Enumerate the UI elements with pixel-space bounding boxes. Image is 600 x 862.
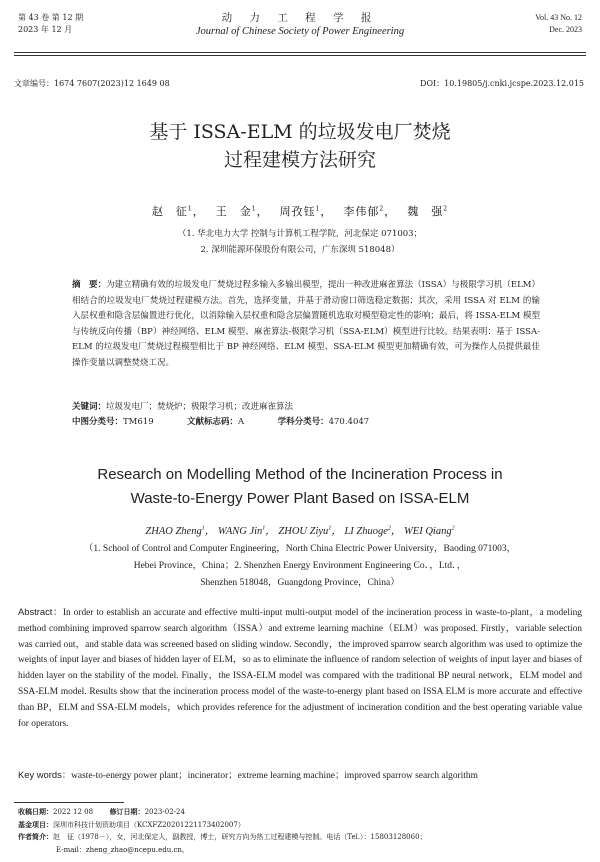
doc-code-label: 文献标志码： xyxy=(187,417,239,427)
keywords-cn-text: 垃圾发电厂；焚烧炉；极限学习机；改进麻雀算法 xyxy=(106,402,294,412)
title-cn xyxy=(0,118,600,174)
title-en-line2: Waste-to-Energy Power Plant Based on ISSA-ELM xyxy=(130,490,470,507)
fund-line xyxy=(18,819,427,832)
author-cn: 魏 强$^2$ xyxy=(407,205,449,218)
revised-label: 修订日期： xyxy=(109,808,145,816)
issue-date-en: Dec. 2023 xyxy=(549,25,582,34)
journal-issue-en xyxy=(535,12,582,36)
fund-value: 深圳市科技计划资助项目（KCXFZ20201221173402007） xyxy=(53,820,245,829)
issue-date: 2023 年 12 月 xyxy=(18,25,73,34)
author-en: LI Zhuoge$^2$ xyxy=(344,525,391,537)
received-date: 2022 12 08 xyxy=(53,808,94,816)
volume-number-en: Vol. 43 No. 12 xyxy=(535,13,582,22)
affiliations-en xyxy=(30,541,570,592)
keywords-cn xyxy=(72,400,540,415)
journal-issue-cn xyxy=(18,12,83,36)
affiliation-en-line: Hebei Province，China；2. Shenzhen Energy Environment Engineering Co．，Ltd．， xyxy=(133,561,467,571)
author-bio-label: 作者简介： xyxy=(18,833,53,841)
doc-code-value: A xyxy=(238,417,245,427)
header-rule-thin xyxy=(14,55,586,56)
header-rule xyxy=(14,52,586,53)
email[interactable]: E-mail：zheng_zhao@ncepu.edu.cn。 xyxy=(56,845,189,854)
journal-name xyxy=(150,10,450,37)
author-cn: 赵 征$^1$ xyxy=(151,205,193,218)
received-revised-line xyxy=(18,806,427,819)
abstract-en-label: Abstract： xyxy=(18,606,63,617)
classification-line xyxy=(72,415,540,430)
title-cn-line2: 过程建模方法研究 xyxy=(223,149,376,171)
keywords-en-label: Key words： xyxy=(18,769,72,780)
title-en-line1: Research on Modelling Method of the Incineration Process in xyxy=(97,466,503,483)
doi[interactable]: DOI：10.19805/j.cnki.jcspe.2023.12.015 xyxy=(420,79,584,88)
title-cn-line1: 基于 ISSA-ELM 的垃圾发电厂焚烧 xyxy=(149,121,451,143)
author-en: ZHAO Zheng$^1$ xyxy=(145,525,205,537)
author-bio-line xyxy=(18,831,427,844)
keywords-en-text: waste-to-energy power plant；incinerator；extreme learning machine；improved sparrow search algorithm xyxy=(71,771,478,781)
affiliations-cn xyxy=(0,226,600,258)
fund-label: 基金项目： xyxy=(18,820,53,829)
clc-value: TM619 xyxy=(123,417,154,427)
footnotes xyxy=(18,806,427,856)
volume-issue: 第 43 卷 第 12 期 xyxy=(18,13,84,22)
received-label: 收稿日期： xyxy=(18,808,53,816)
author-en: WEI Qiang$^2$ xyxy=(404,525,455,537)
authors-en: ZHAO Zheng$^1$， WANG Jin$^1$， ZHOU Ziyu$^1$， LI Zhuoge$^2$， WEI Qiang$^2$ xyxy=(145,525,455,537)
abstract-en xyxy=(18,604,582,732)
abstract-en-text: In order to establish an accurate and effective multi-input multi-output model of the incineration process in waste-to-plant，a modeling method combining improved sparrow search algorithm（ISSA）and extreme learning machine（ELM）was proposed. Firstly，variable selection was carried out，and stable data was screened based on sliding window. Secondly，the improved sparrow search algorithm was used to optimize the weights of input layer and biases of hidden layer of ELM，so as to eliminate the influence of random selection of weights of input layer and biases of hidden layer on the stability of the model. Finally，the ISSA-ELM model was compared with the traditional BP neural network，ELM model and SSA-ELM model. Results show that the incineration process model of the waste-to-energy plant based on ISSA ELM is more accurate and effective than BP，ELM and SSA-ELM models，which provides reference for the adjustment of incineration condition and the best operating variable value for operators. xyxy=(18,608,582,729)
author-en: ZHOU Ziyu$^1$ xyxy=(278,525,332,537)
abstract-cn-text: 为建立精确有效的垃圾发电厂焚烧过程多输入多输出模型，提出一种改进麻雀算法（ISSA）与极限学习机（ELM）相结合的垃圾发电厂焚烧过程建模方法。首先，选择变量，并基于滑动窗口筛选稳定数据；其次，采用 ISSA 对 ELM 的输入层权重和隐含层偏置进行优化，以消除输入层权重和隐含层偏置随机选取对模型稳定性的影响；最后，将 ISSA-ELM 模型与传统反向传播（BP）神经网络、ELM 模型、麻雀算法-极限学习机（SSA-ELM）模型进行比较。结果表明：基于 ISSA-ELM 的垃圾发电厂焚烧过程模型相比于 BP 神经网络、ELM 模型、SSA-ELM 模型更加精确有效，可为操作人员提供最佳操作变量以调整焚烧工况。 xyxy=(72,280,540,368)
journal-name-en: Journal of Chinese Society of Power Engineering xyxy=(195,26,405,37)
keywords-cn-label: 关键词： xyxy=(72,402,107,412)
author-en: WANG Jin$^1$ xyxy=(217,525,266,537)
affiliation-cn-line: 2. 深圳能源环保股份有限公司，广东深圳 518048） xyxy=(200,245,400,255)
author-cn: 李伟郁$^2$ xyxy=(343,205,385,218)
revised-date: 2023-02-24 xyxy=(144,808,185,816)
affiliation-cn-line: （1. 华北电力大学 控制与计算机工程学院，河北保定 071003； xyxy=(177,229,423,239)
author-cn: 王 金$^1$ xyxy=(215,205,257,218)
affiliation-en-line: Shenzhen 518048，Guangdong Province，China） xyxy=(200,578,400,588)
abstract-cn xyxy=(72,278,540,371)
clc-label: 中图分类号： xyxy=(72,417,124,427)
author-cn: 周孜钰$^1$ xyxy=(279,205,321,218)
footnote-rule xyxy=(14,802,124,803)
title-en xyxy=(0,463,600,511)
author-bio-value: 赵 征（1978－），女，河北保定人，副教授，博士，研究方向为热工过程建模与控制。电话（Tel.）：15803128060； xyxy=(53,833,427,841)
affiliation-en-line: （1. School of Control and Computer Engineering，North China Electric Power University，Baoding 071003， xyxy=(83,544,517,554)
subject-code-label: 学科分类号： xyxy=(277,417,329,427)
authors-cn: 赵 征$^1$， 王 金$^1$， 周孜钰$^1$， 李伟郁$^2$， 魏 强$^2$ xyxy=(151,205,449,218)
journal-name-cn: 动 力 工 程 学 报 xyxy=(221,12,379,24)
subject-code-value: 470.4047 xyxy=(328,417,370,427)
keywords-en xyxy=(18,767,582,785)
abstract-cn-label: 摘 要： xyxy=(72,280,107,290)
article-number: 文章编号：1674 7607(2023)12 1649 08 xyxy=(14,79,170,88)
